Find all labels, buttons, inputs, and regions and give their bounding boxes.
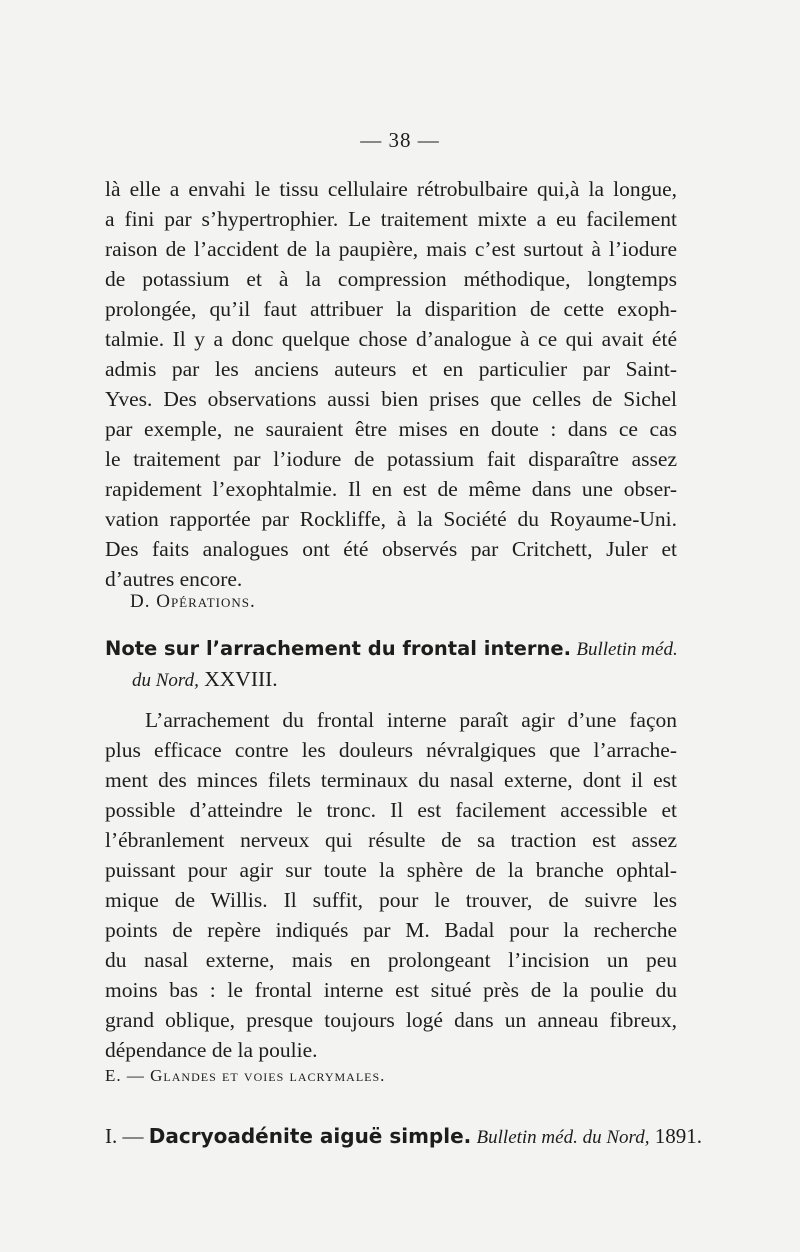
text-line: admis par les anciens auteurs et en particulier par Saint- (105, 357, 677, 381)
note-volume: XXVIII. (204, 667, 278, 691)
text-line: plus efficace contre les douleurs névralgiques que l’arrache- (105, 738, 677, 762)
entry-source: Bulletin méd. du Nord, (476, 1127, 650, 1148)
note-line-1 (105, 633, 677, 664)
text-line: là elle a envahi le tissu cellulaire rétrobulbaire qui,à la longue, (105, 177, 677, 201)
section-heading-d (130, 591, 256, 613)
text-line: prolongée, qu’il faut attribuer la disparition de cette exoph- (105, 297, 677, 321)
text-line: grand oblique, presque toujours logé dans un anneau fibreux, (105, 1008, 677, 1032)
note-source-cont: du Nord, (132, 670, 199, 691)
text-line: ment des minces filets terminaux du nasal externe, dont il est (105, 768, 677, 792)
entry-number: I. — (105, 1124, 144, 1148)
bibliographic-entry (105, 1120, 702, 1152)
text-line: du nasal externe, mais en prolongeant l’incision un peu (105, 948, 677, 972)
section-letter: E. — (105, 1066, 145, 1085)
section-title: Opérations. (156, 591, 256, 612)
text-line: par exemple, ne sauraient être mises en doute : dans ce cas (105, 417, 677, 441)
text-line: rapidement l’exophtalmie. Il en est de même dans une obser- (105, 477, 677, 501)
note-line-2 (105, 664, 677, 695)
text-line: mique de Willis. Il suffit, pour le trouver, de suivre les (105, 888, 677, 912)
paragraph-2 (105, 705, 677, 1065)
note-title: Note sur l’arrachement du frontal interne. (105, 637, 572, 660)
text-line: vation rapportée par Rockliffe, à la Société du Royaume-Uni. (105, 507, 677, 531)
section-letter: D. (130, 591, 151, 612)
text-line: raison de l’accident de la paupière, mais c’est surtout à l’iodure (105, 237, 677, 261)
text-line: talmie. Il y a donc quelque chose d’analogue à ce qui avait été (105, 327, 677, 351)
text-line: points de repère indiqués par M. Badal pour la recherche (105, 918, 677, 942)
text-line: d’autres encore. (105, 567, 243, 591)
section-title: Glandes et voies lacrymales. (150, 1066, 386, 1085)
text-line: dépendance de la poulie. (105, 1038, 318, 1062)
text-line: de potassium et à la compression méthodique, longtemps (105, 267, 677, 291)
text-line: possible d’atteindre le tronc. Il est facilement accessible et (105, 798, 677, 822)
text-line: l’ébranlement nerveux qui résulte de sa traction est assez (105, 828, 677, 852)
bibliographic-note (105, 633, 677, 695)
text-line: le traitement par l’iodure de potassium fait disparaître assez (105, 447, 677, 471)
entry-title: Dacryoadénite aiguë simple. (148, 1124, 472, 1148)
text-line: puissant pour agir sur toute la sphère de la branche ophtal- (105, 858, 677, 882)
text-line: Des faits analogues ont été observés par Critchett, Juler et (105, 537, 677, 561)
text-line: a fini par s’hypertrophier. Le traitement mixte a eu facilement (105, 207, 677, 231)
page-number: — 38 — (360, 128, 440, 152)
paragraph-1 (105, 174, 677, 594)
entry-year: 1891. (654, 1124, 702, 1148)
text-line: L’arrachement du frontal interne paraît agir d’une façon (145, 708, 677, 732)
text-line: moins bas : le frontal interne est situé près de la poulie du (105, 978, 677, 1002)
text-line: Yves. Des observations aussi bien prises que celles de Sichel (105, 387, 677, 411)
section-heading-e (105, 1066, 385, 1086)
note-source: Bulletin méd. (576, 639, 678, 660)
